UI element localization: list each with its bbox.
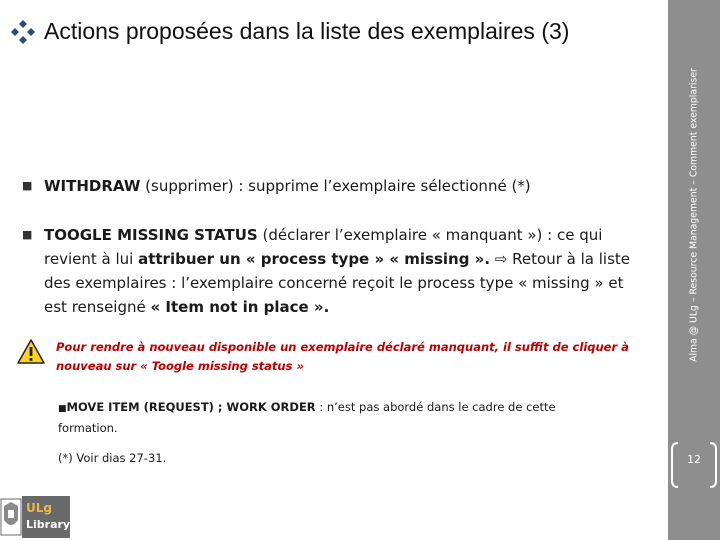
bullet-withdraw	[22, 174, 649, 198]
slide-title-bar	[10, 18, 569, 45]
square-bullet-icon: ■	[22, 228, 33, 241]
toggle-missing-label: TOOGLE MISSING STATUS	[44, 226, 258, 244]
university-seal-icon	[0, 498, 22, 536]
move-item-description: : n’est pas abordé dans le cadre de cette formation.	[58, 400, 556, 435]
page-number: 12	[687, 453, 701, 466]
withdraw-label: WITHDRAW	[44, 177, 141, 195]
bullet-toggle-missing	[22, 223, 649, 319]
logo-text-ulg: ULg	[26, 501, 52, 515]
move-item-label: MOVE ITEM (REQUEST) ; WORK ORDER	[66, 400, 316, 414]
toggle-missing-desc-4: « Item not in place ».	[150, 298, 330, 316]
square-bullet-icon: ■	[58, 404, 67, 414]
footnote: (*) Voir dias 27-31.	[58, 451, 167, 465]
toggle-missing-desc-3: ⇨ Retour à la liste des exemplaires : l’exemplaire concerné reçoit le process type « missing » et est renseigné	[44, 250, 631, 316]
warning-icon	[16, 338, 46, 366]
toggle-missing-desc-1: (déclarer l’exemplaire « manquant ») : ce qui revient à lui	[44, 226, 603, 268]
toggle-missing-desc-2: attribuer un « process type » « missing ».	[138, 250, 491, 268]
slide-title: Actions proposées dans la liste des exemplaires (3)	[44, 18, 570, 44]
diamond-bullet-icon	[10, 19, 36, 45]
ulg-library-logo	[0, 496, 70, 538]
sidebar-vertical-caption: Alma @ ULg – Resource Management – Comment exemplariser	[688, 68, 700, 362]
page-number-box	[668, 440, 720, 490]
square-bullet-icon: ■	[22, 179, 33, 192]
logo-text-library: Library	[26, 518, 71, 531]
move-item-note	[58, 398, 618, 438]
withdraw-description: (supprimer) : supprime l’exemplaire sélectionné (*)	[140, 177, 531, 195]
warning-note	[16, 338, 646, 376]
warning-text: Pour rendre à nouveau disponible un exemplaire déclaré manquant, il suffit de cliquer à nouveau sur « Toogle missing status »	[56, 340, 629, 373]
